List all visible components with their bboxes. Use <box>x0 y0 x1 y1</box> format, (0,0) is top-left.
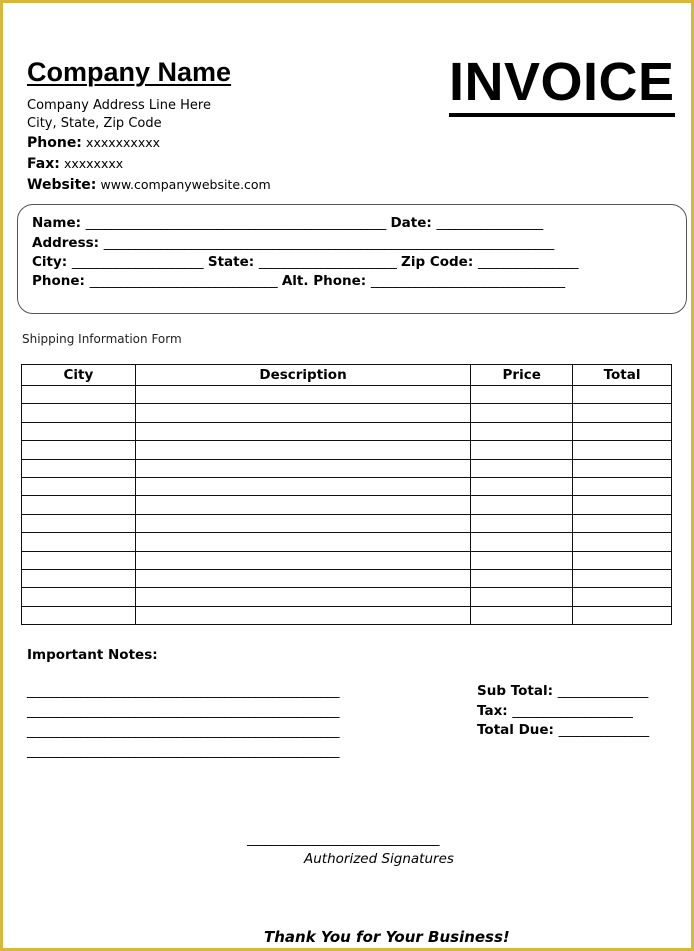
table-cell-price[interactable] <box>471 422 573 440</box>
fax-value: xxxxxxxx <box>63 156 124 171</box>
subtotal-row <box>477 683 648 699</box>
column-header-description: Description <box>135 365 470 386</box>
date-label: Date: <box>390 215 432 231</box>
table-row <box>22 533 672 551</box>
table-row <box>22 551 672 569</box>
table-cell-total[interactable] <box>573 551 672 569</box>
tax-label: Tax: <box>477 703 508 719</box>
table-cell-description[interactable] <box>135 496 470 514</box>
total-due-row <box>477 722 649 738</box>
table-cell-total[interactable] <box>573 441 672 459</box>
zip-label: Zip Code: <box>401 254 474 270</box>
table-cell-price[interactable] <box>471 569 573 587</box>
table-cell-total[interactable] <box>573 477 672 495</box>
table-body <box>22 386 672 625</box>
state-field[interactable]: ______________________ <box>258 254 397 270</box>
table-cell-description[interactable] <box>135 459 470 477</box>
company-fax <box>27 156 123 172</box>
subtotal-field[interactable]: _______________ <box>557 684 648 699</box>
table-cell-total[interactable] <box>573 514 672 532</box>
table-cell-city[interactable] <box>22 477 136 495</box>
table-cell-description[interactable] <box>135 569 470 587</box>
table-row <box>22 606 672 624</box>
table-cell-city[interactable] <box>22 404 136 422</box>
notes-line-2[interactable]: ____________________________________________________ <box>27 704 339 719</box>
form-row-name-date <box>32 215 672 231</box>
fax-label: Fax: <box>27 156 60 172</box>
table-cell-total[interactable] <box>573 569 672 587</box>
website-value: www.companywebsite.com <box>100 177 271 192</box>
tax-field[interactable]: ____________________ <box>512 704 633 719</box>
table-cell-city[interactable] <box>22 551 136 569</box>
alt-phone-field[interactable]: _______________________________ <box>370 273 565 289</box>
column-header-total: Total <box>573 365 672 386</box>
table-cell-description[interactable] <box>135 551 470 569</box>
invoice-title: INVOICE <box>449 51 675 117</box>
table-cell-price[interactable] <box>471 386 573 404</box>
table-cell-total[interactable] <box>573 386 672 404</box>
table-cell-total[interactable] <box>573 533 672 551</box>
table-row <box>22 459 672 477</box>
table-cell-city[interactable] <box>22 441 136 459</box>
subtotal-label: Sub Total: <box>477 683 553 699</box>
table-cell-price[interactable] <box>471 514 573 532</box>
table-cell-city[interactable] <box>22 422 136 440</box>
company-city-state-zip: City, State, Zip Code <box>27 116 162 131</box>
table-cell-price[interactable] <box>471 551 573 569</box>
shipping-section-label: Shipping Information Form <box>22 332 182 346</box>
table-cell-city[interactable] <box>22 496 136 514</box>
city-field[interactable]: _____________________ <box>71 254 204 270</box>
notes-label: Important Notes: <box>27 647 158 663</box>
table-cell-price[interactable] <box>471 533 573 551</box>
alt-phone-label: Alt. Phone: <box>281 273 367 289</box>
form-row-address <box>32 235 672 251</box>
company-website <box>27 177 271 193</box>
table-cell-description[interactable] <box>135 514 470 532</box>
table-cell-description[interactable] <box>135 386 470 404</box>
table-cell-city[interactable] <box>22 533 136 551</box>
table-row <box>22 477 672 495</box>
signature-line[interactable]: ________________________________ <box>247 832 439 847</box>
table-row <box>22 496 672 514</box>
tax-row <box>477 703 632 719</box>
thank-you-message: Thank You for Your Business! <box>264 928 510 946</box>
table-cell-city[interactable] <box>22 514 136 532</box>
column-header-price: Price <box>471 365 573 386</box>
table-cell-price[interactable] <box>471 606 573 624</box>
table-row <box>22 441 672 459</box>
zip-field[interactable]: ________________ <box>477 254 578 270</box>
table-row <box>22 514 672 532</box>
company-address: Company Address Line Here <box>27 98 211 113</box>
table-cell-city[interactable] <box>22 386 136 404</box>
table-cell-city[interactable] <box>22 569 136 587</box>
table-cell-description[interactable] <box>135 441 470 459</box>
notes-line-1[interactable]: ____________________________________________________ <box>27 684 339 699</box>
notes-line-3[interactable]: ____________________________________________________ <box>27 724 339 739</box>
phone-label: Phone: <box>27 135 82 151</box>
table-cell-total[interactable] <box>573 588 672 606</box>
table-cell-total[interactable] <box>573 422 672 440</box>
address-field[interactable]: ________________________________________________________________________ <box>103 235 554 251</box>
table-cell-city[interactable] <box>22 606 136 624</box>
form-row-city-state-zip <box>32 254 672 270</box>
notes-line-4[interactable]: ____________________________________________________ <box>27 744 339 759</box>
table-cell-description[interactable] <box>135 606 470 624</box>
table-cell-total[interactable] <box>573 496 672 514</box>
table-cell-price[interactable] <box>471 459 573 477</box>
table-cell-description[interactable] <box>135 477 470 495</box>
table-cell-description[interactable] <box>135 588 470 606</box>
customer-phone-field[interactable]: ______________________________ <box>89 273 278 289</box>
table-row <box>22 386 672 404</box>
column-header-city: City <box>22 365 136 386</box>
city-label: City: <box>32 254 68 270</box>
form-row-phone <box>32 273 672 289</box>
name-field[interactable]: ________________________________________________ <box>85 215 386 231</box>
table-header-row <box>22 365 672 386</box>
table-row <box>22 569 672 587</box>
total-due-label: Total Due: <box>477 722 554 738</box>
shipping-table <box>21 364 672 625</box>
table-row <box>22 404 672 422</box>
table-cell-city[interactable] <box>22 588 136 606</box>
table-cell-price[interactable] <box>471 404 573 422</box>
table-cell-total[interactable] <box>573 606 672 624</box>
table-row <box>22 422 672 440</box>
table-cell-price[interactable] <box>471 441 573 459</box>
company-name: Company Name <box>27 57 232 87</box>
signature-label: Authorized Signatures <box>304 851 454 867</box>
phone-value: xxxxxxxxxx <box>86 135 161 150</box>
table-cell-description[interactable] <box>135 422 470 440</box>
table-cell-description[interactable] <box>135 404 470 422</box>
state-label: State: <box>207 254 255 270</box>
total-due-field[interactable]: _______________ <box>558 723 649 738</box>
website-label: Website: <box>27 177 97 193</box>
company-phone <box>27 135 160 151</box>
table-row <box>22 588 672 606</box>
name-label: Name: <box>32 215 82 231</box>
address-label: Address: <box>32 235 100 251</box>
table-cell-price[interactable] <box>471 477 573 495</box>
table-cell-description[interactable] <box>135 533 470 551</box>
date-field[interactable]: _________________ <box>436 215 543 231</box>
table-cell-total[interactable] <box>573 459 672 477</box>
table-cell-price[interactable] <box>471 588 573 606</box>
customer-phone-label: Phone: <box>32 273 85 289</box>
table-cell-price[interactable] <box>471 496 573 514</box>
table-cell-city[interactable] <box>22 459 136 477</box>
table-cell-total[interactable] <box>573 404 672 422</box>
